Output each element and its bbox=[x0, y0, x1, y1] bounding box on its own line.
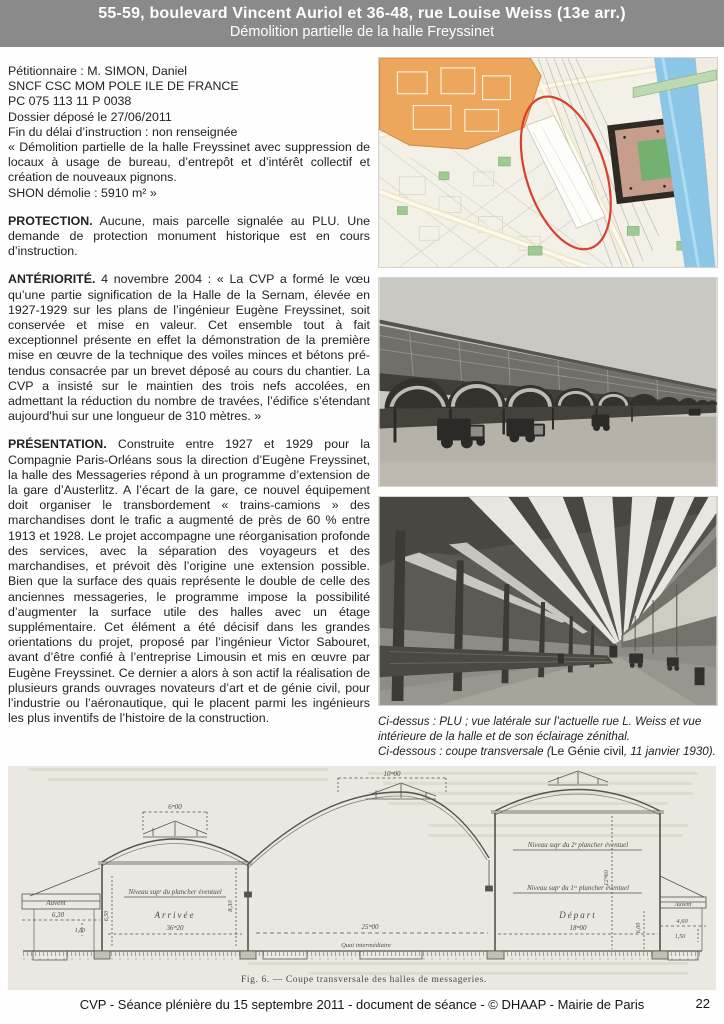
dim-36m20: 36ᵐ20 bbox=[166, 924, 184, 932]
presentation-text: Construite entre 1927 et 1929 pour la Compagnie Paris-Orléans sous la direction d’Eugène Freyssinet, la halle des Messageries répond à un programme d’extension de la gare d’Austerlitz. A l’écart de la gare, ce nouvel équipement doit organiser le transbordement « trains-camions » des marchandises dont le trafic a augmenté de près de 60 % entre 1913 et 1928. Le projet accompagne une réorganisation profonde des services, avec la séparation des voyageurs et des marchandises, et prévoit dès l’origine une extension possible. Bien que la surface des quais représente le double de celle des anciennes messageries, le programme impose la possibilité d’augmenter la surface utile des halles avec un étage supplémentaire. Cet élément a été décisif dans les grandes orientations du projet, proposé par l’ingénieur Victor Sabouret, avant d’être confié à l’entreprise Limousin et mis en œuvre par Eugène Freyssinet. Ce dernier a alors à son actif la réalisation de plusieurs grands ouvrages novateurs d’art et de génie civil, pour l’industrie ou l’aéronautique, qui le placent parmi les ingénieurs les plus inventifs de l’histoire de la construction. bbox=[8, 437, 370, 726]
label-quai-intermediaire: Quai intermédiaire bbox=[341, 942, 391, 949]
drawing-caption: Fig. 6. — Coupe transversale des halles de messageries. bbox=[241, 975, 487, 985]
caption-journal-title: Le Génie civil bbox=[550, 744, 624, 758]
company-line: SNCF CSC MOM POLE ILE DE FRANCE bbox=[8, 79, 239, 94]
deadline-line: Fin du délai d’instruction : non renseignée bbox=[8, 124, 238, 139]
caption-ci-dessus: Ci-dessus : PLU ; vue latérale sur l’actuelle rue L. Weiss et vue intérieure de la halle et de son éclairage zénithal. bbox=[378, 715, 702, 743]
dim-10m00: 10ᵐ00 bbox=[383, 770, 401, 778]
anteriorite-paragraph bbox=[8, 272, 370, 424]
caption-ci-dessous-prefix: Ci-dessous : coupe transversale ( bbox=[378, 745, 551, 758]
dim-6-30: 6,30 bbox=[51, 911, 65, 919]
page-title: 55-59, boulevard Vincent Auriol et 36-48, rue Louise Weiss (13e arr.) bbox=[98, 5, 626, 22]
label-niveau-1: Niveau supʳ du 1ᵉʳ plancher éventuel bbox=[527, 884, 629, 892]
dim-4-60: 4,60 bbox=[676, 918, 688, 925]
label-auvent-left: Auvent bbox=[46, 899, 66, 907]
dim-6-00: 6,00 bbox=[636, 922, 642, 934]
page-subtitle: Démolition partielle de la halle Freyssinet bbox=[229, 24, 495, 40]
protection-paragraph bbox=[8, 214, 370, 260]
presentation-paragraph bbox=[8, 437, 370, 726]
dim-25m00: 25ᵐ00 bbox=[361, 923, 379, 931]
right-figure-column bbox=[378, 57, 718, 759]
protection-label: PROTECTION. bbox=[8, 213, 93, 228]
dim-18m00: 18ᵐ00 bbox=[569, 924, 587, 932]
dim-1-80: 1,80 bbox=[74, 928, 86, 934]
dim-8-30: 8,30 bbox=[227, 900, 234, 912]
protection-text: Aucune, mais parcelle signalée au PLU. Une demande de protection monument historique est en cours d’instruction. bbox=[8, 213, 370, 259]
label-depart: Départ bbox=[559, 910, 597, 920]
presentation-label: PRÉSENTATION. bbox=[8, 437, 107, 452]
halle-exterior-photo bbox=[378, 277, 718, 487]
permit-number-line: PC 075 113 11 P 0038 bbox=[8, 94, 132, 109]
dim-1-50: 1,50 bbox=[674, 934, 686, 940]
demolition-quote: « Démolition partielle de la halle Freyssinet avec suppression de locaux à usage de bureau, d’entrepôt et d’intérêt collectif et création de nouveaux pignons. bbox=[8, 140, 370, 185]
cross-section-drawing bbox=[8, 766, 716, 990]
dim-12m60: 12ᵐ60 bbox=[603, 870, 610, 886]
label-niveau-arrivee: Niveau supʳ du plancher éventuel bbox=[128, 888, 222, 896]
footer-line: CVP - Séance plénière du 15 septembre 2011 - document de séance - © DHAAP - Mairie de Paris bbox=[79, 997, 645, 1012]
petitioner-line: Pétitionnaire : M. SIMON, Daniel bbox=[8, 64, 188, 78]
label-arrivee: Arrivée bbox=[154, 910, 196, 920]
left-text-column bbox=[8, 64, 370, 739]
filing-date-line: Dossier déposé le 27/06/2011 bbox=[8, 109, 172, 124]
dim-6m00: 6ᵐ00 bbox=[168, 803, 182, 811]
caption-ci-dessous-suffix: , 11 janvier 1930). bbox=[623, 745, 716, 758]
shon-line: SHON démolie : 5910 m² » bbox=[8, 185, 157, 200]
halle-interior-photo bbox=[378, 496, 718, 706]
header-band bbox=[0, 0, 724, 47]
label-niveau-2: Niveau supʳ du 2ᵉ plancher éventuel bbox=[527, 841, 629, 849]
plu-map-figure bbox=[378, 57, 718, 268]
label-auvent-right: Auvent bbox=[674, 902, 692, 908]
page-number: 22 bbox=[695, 996, 710, 1011]
anteriorite-text: 4 novembre 2004 : « La CVP a formé le vœu qu’une partie signification de la Halle de la Sernam, élevée en 1927-1929 sur les plans de l’ingénieur Eugène Freyssinet, soit conservée et mise en valeur. Cet ensemble tout à fait exceptionnel présente en effet la démonstration de la première mise en œuvre de la technique des voiles minces et bétons pré-tendus consacrée par un brevet déposé au cours du chantier. La CVP a insisté sur le maintien des trois nefs accolées, en admettant la réduction du nombre de travées, l’édifice s’étendant aujourd'hui sur une longueur de 310 mètres. » bbox=[8, 272, 370, 424]
anteriorite-label: ANTÉRIORITÉ. bbox=[8, 272, 96, 287]
figures-caption bbox=[378, 714, 718, 759]
dim-6-50-left: 6,50 bbox=[104, 910, 110, 922]
